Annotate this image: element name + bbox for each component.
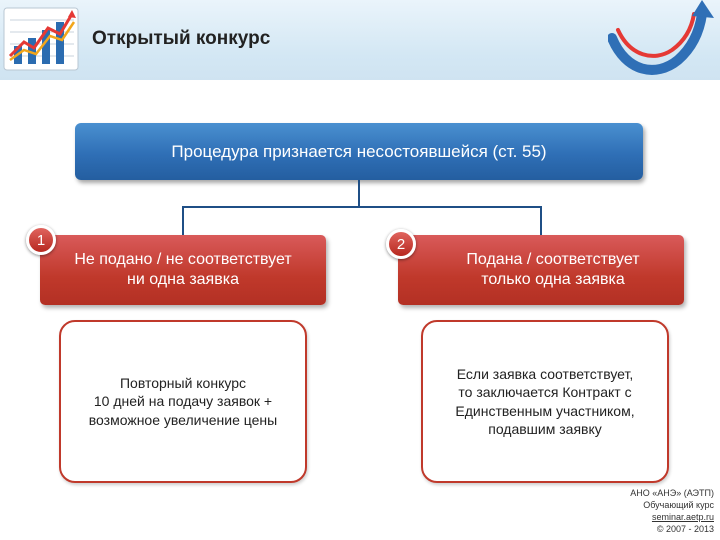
no-bids-box	[40, 235, 326, 305]
single-participant-line-4: подавшим заявку	[488, 420, 602, 437]
growth-chart-icon	[2, 6, 80, 72]
connector-vertical-main	[358, 180, 360, 207]
procedure-failed-box	[75, 123, 643, 180]
single-participant-line-2: то заключается Контракт с	[458, 384, 632, 401]
connector-horizontal	[182, 206, 542, 208]
step-badge-2: 2	[386, 229, 416, 259]
no-bids-line-2: ни одна заявка	[127, 271, 239, 288]
repeat-tender-line-1: Повторный конкурс	[119, 375, 246, 392]
connector-vertical-left	[182, 206, 184, 236]
single-participant-line-1: Если заявка соответствует,	[456, 366, 634, 383]
single-bid-line-2: только одна заявка	[481, 271, 625, 288]
repeat-tender-note	[59, 320, 307, 483]
no-bids-line-1: Не подано / не соответствует	[74, 251, 292, 268]
footer-site-link[interactable]: seminar.aetp.ru	[651, 512, 714, 523]
footer-credits	[630, 487, 714, 536]
procedure-failed-label: Процедура признается несостоявшейся (ст. 55)	[171, 141, 547, 161]
single-bid-line-1: Подана / соответствует	[466, 251, 640, 268]
header-bar	[0, 0, 720, 80]
repeat-tender-line-3: возможное увеличение цены	[88, 411, 278, 428]
connector-vertical-right	[540, 206, 542, 236]
page-title: Открытый конкурс	[92, 28, 271, 49]
single-bid-box	[398, 235, 684, 305]
footer-course: Обучающий курс	[643, 500, 714, 511]
footer-copyright: © 2007 - 2013	[656, 524, 714, 535]
swoosh-arrow-icon	[608, 0, 720, 80]
repeat-tender-line-2: 10 дней на подачу заявок +	[93, 393, 273, 410]
footer-org: АНО «АНЭ» (АЭТП)	[630, 488, 714, 498]
step-badge-1: 1	[26, 225, 56, 255]
single-participant-note	[421, 320, 669, 483]
single-participant-line-3: Единственным участником,	[455, 402, 635, 419]
